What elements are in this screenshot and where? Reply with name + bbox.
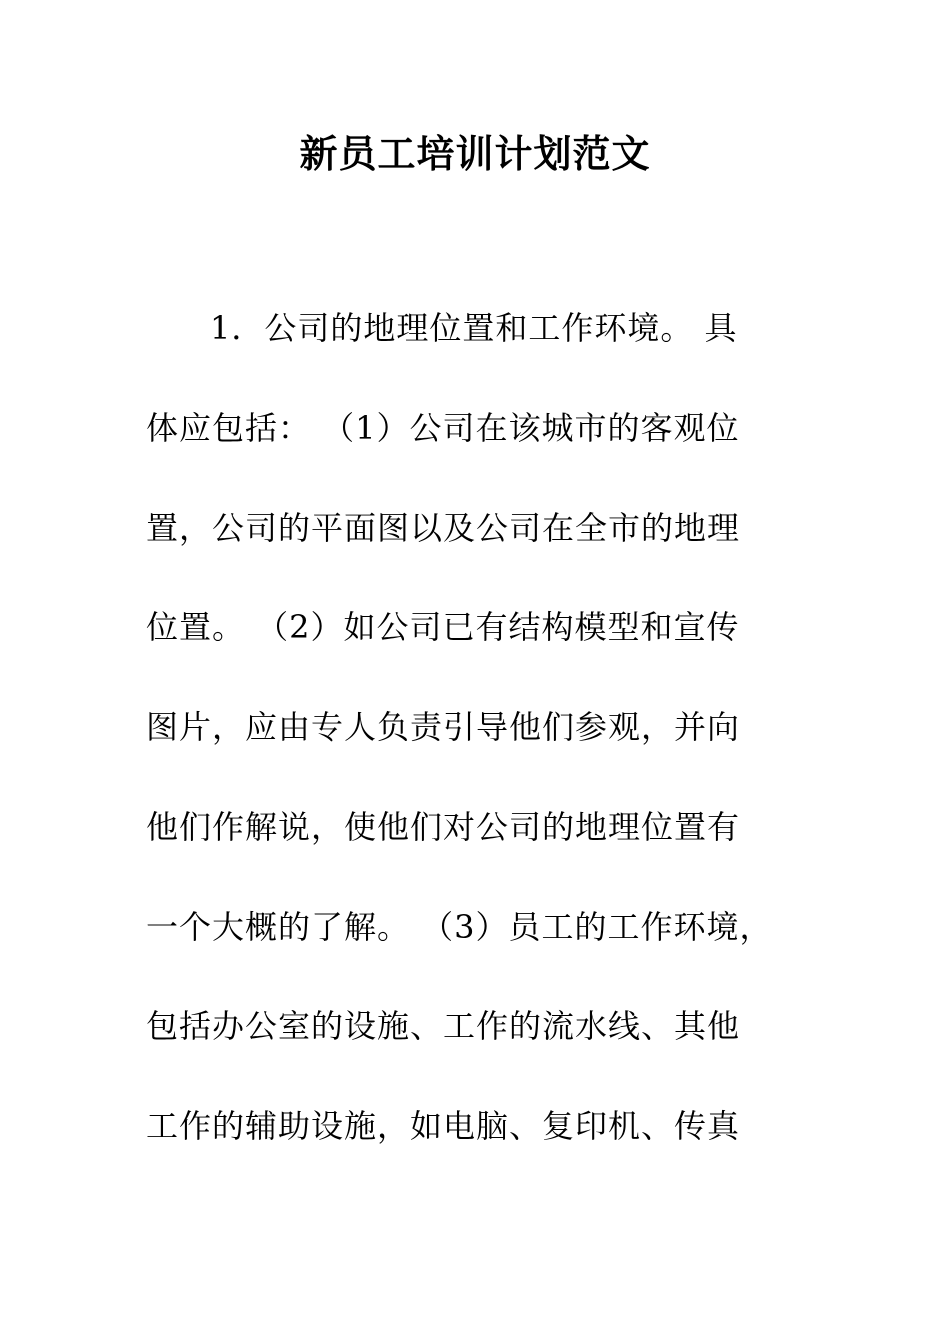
- body-line-4: 位置。 （2）如公司已有结构模型和宣传: [146, 608, 740, 646]
- body-line-7: 一个大概的了解。 （3）员工的工作环境，: [146, 908, 773, 946]
- document-title: 新员工培训计划范文: [299, 131, 651, 176]
- body-line-6: 他们作解说，使他们对公司的地理位置有: [146, 808, 741, 846]
- body-line-8: 包括办公室的设施、工作的流水线、其他: [146, 1007, 741, 1045]
- body-line-1: 1．公司的地理位置和工作环境。 具: [210, 309, 738, 347]
- body-line-2: 体应包括： （1）公司在该城市的客观位: [146, 409, 740, 447]
- body-line-3: 置，公司的平面图以及公司在全市的地理: [146, 509, 741, 547]
- body-line-9: 工作的辅助设施，如电脑、复印机、传真: [146, 1107, 741, 1145]
- body-line-5: 图片，应由专人负责引导他们参观，并向: [146, 708, 741, 746]
